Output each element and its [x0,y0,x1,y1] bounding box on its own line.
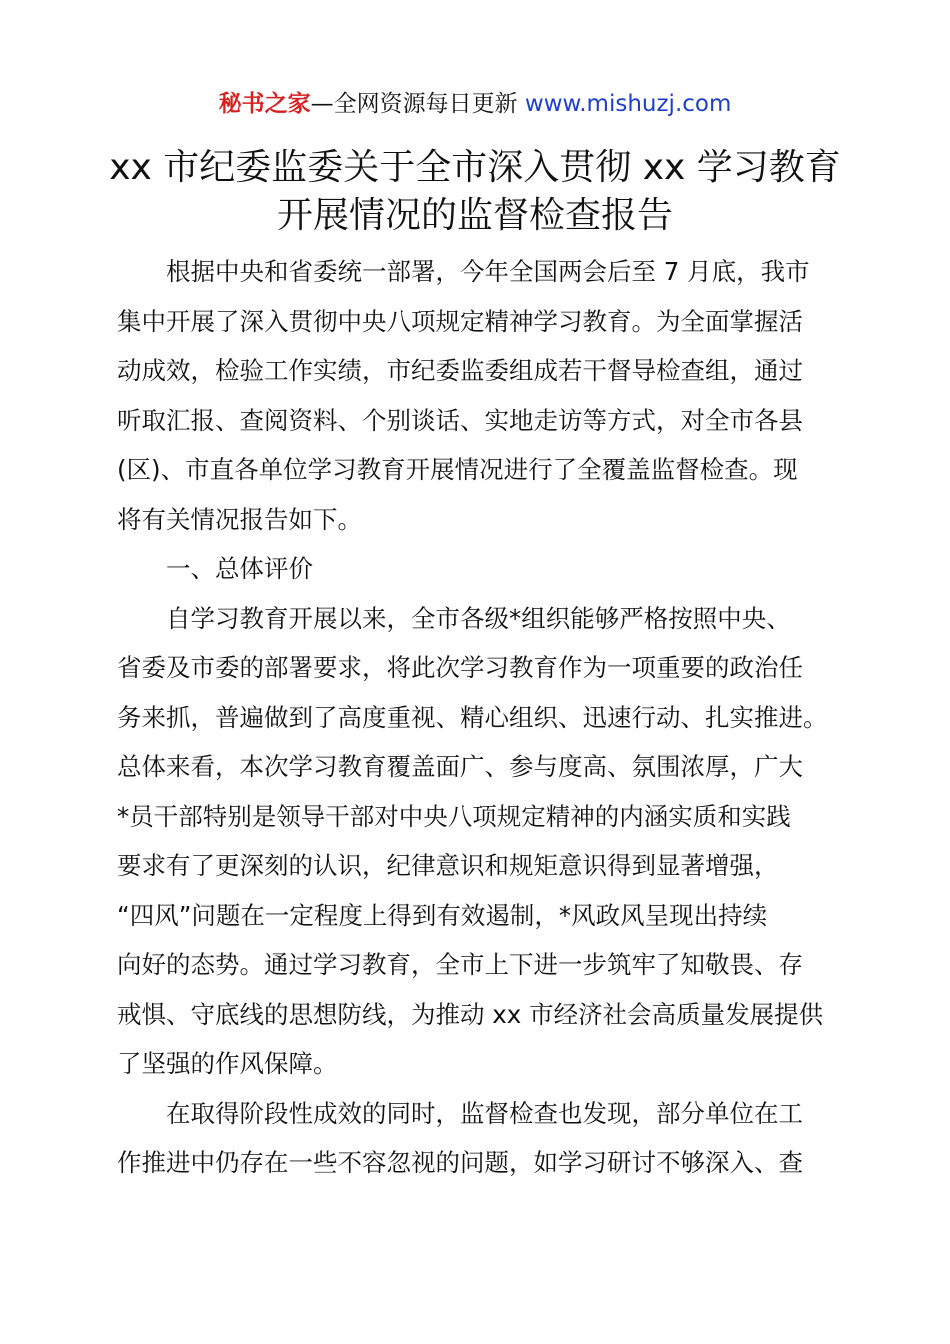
paragraph-line: 省委及市委的部署要求，将此次学习教育作为一项重要的政治任 [117,653,803,682]
paragraph-line: 听取汇报、查阅资料、个别谈话、实地走访等方式，对全市各县 [117,405,803,435]
paragraph-line: 向好的态势。通过学习教育，全市上下进一步筑牢了知敬畏、存 [117,950,803,979]
paragraph-line: 根据中央和省委统一部署，今年全国两会后至 7 月底，我市 [166,257,810,286]
paragraph-line: “四风”问题在一定程度上得到有效遏制，*风政风呈现出持续 [117,900,768,930]
paragraph-line: 将有关情况报告如下。 [117,504,362,534]
document-title [80,144,870,240]
paragraph-line: 自学习教育开展以来，全市各级*组织能够严格按照中央、 [166,603,791,633]
site-header [0,84,950,124]
paragraph-line: 集中开展了深入贯彻中央八项规定精神学习教育。为全面掌握活 [117,306,803,336]
paragraph-line: 总体来看，本次学习教育覆盖面广、参与度高、氛围浓厚，广大 [117,752,803,781]
title-line-1: xx 市纪委监委关于全市深入贯彻 xx 学习教育 [109,147,841,188]
paragraph-line: 了坚强的作风保障。 [117,1049,338,1078]
paragraph-line: 戒惧、守底线的思想防线，为推动 xx 市经济社会高质量发展提供 [117,999,824,1029]
brand-name: 秘书之家 [218,91,311,117]
paragraph-line: 动成效，检验工作实绩，市纪委监委组成若干督导检查组，通过 [117,356,803,385]
paragraph-line: 作推进中仍存在一些不容忽视的问题，如学习研讨不够深入、查 [117,1148,803,1177]
paragraph-line: 要求有了更深刻的认识，纪律意识和规矩意识得到显著增强， [117,851,779,880]
header-slogan: —全网资源每日更新 [310,91,525,117]
paragraph-line: 在取得阶段性成效的同时，监督检查也发现，部分单位在工 [166,1098,803,1128]
section-heading: 一、总体评价 [166,554,313,583]
site-url-link[interactable]: www.mishuzj.com [524,91,732,117]
paragraph-line: 务来抓，普遍做到了高度重视、精心组织、迅速行动、扎实推进。 [117,702,828,732]
document-body [117,247,837,1188]
paragraph-line: (区)、市直各单位学习教育开展情况进行了全覆盖监督检查。现 [117,455,798,484]
paragraph-line: *员干部特别是领导干部对中央八项规定精神的内涵实质和实践 [117,801,791,831]
title-line-2: 开展情况的监督检查报告 [276,195,673,236]
